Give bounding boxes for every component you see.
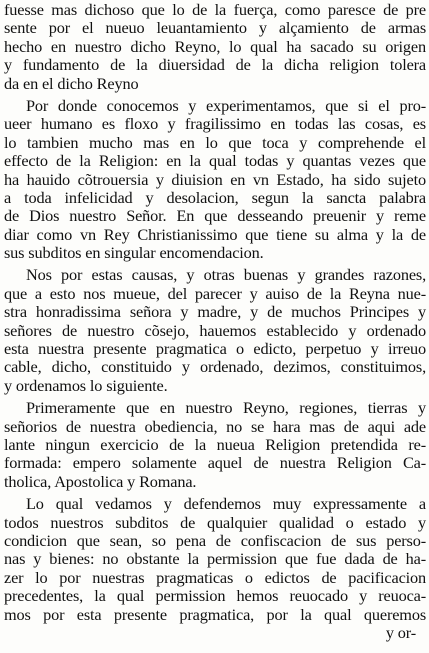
text-line: lante ningun exercicio de la nueua Religion pretendida re- [4,434,426,454]
paragraph [4,97,426,263]
text-line: Nos por estas causas, y otras buenas y grandes razones, [26,265,426,285]
text-line: fuesse mas dichoso que lo de la fuerça, como paresce de pre [4,0,426,19]
text-line: effecto de la Religion: en la qual todas y quantas vezes que [4,151,426,171]
text-line: señorios de nuestra obediencia, no se hara mas de aqui ade [4,416,426,436]
text-line: Por donde conocemos y experimentamos, que si el pro- [26,95,426,115]
text-line: stra honradissima señora y madre, y de muchos Principes y [4,302,426,322]
text-line: mos por esta presente pragmatica, por la qual queremos [4,604,426,624]
text-line: Lo qual vedamos y defendemos muy expressamente a [26,494,426,514]
text-line: y ordenamos lo siguiente. [4,375,168,395]
text-line: señores de nuestro cõsejo, hauemos establecido y ordenado [4,320,426,340]
text-line: hecho en nuestro dicho Reyno, lo qual ha sacado su origen [4,36,426,56]
text-line: y fundamento de la diuersidad de la dicha religion tolera [4,55,426,75]
body-text [4,1,426,642]
text-line: todos nuestros subditos de qualquier qualidad o estado y [4,512,426,532]
text-line: ha hauido cõtrouersia y diuision en vn Estado, ha sido sujeto [4,169,426,189]
text-line: diar como vn Rey Christianissimo que tiene su alma y la de [4,224,426,244]
text-line: sus subditos en singular encomendacion. [4,243,264,263]
text-line: que a esto nos mueue, del parecer y auiso de la Reyna nue- [4,283,426,303]
text-line: Primeramente que en nuestro Reyno, regiones, tierras y [26,398,426,418]
text-line: cable, dicho, constituido y ordenado, dezimos, constituimos, [4,357,426,377]
text-line: esta nuestra presente pragmatica o edicto, perpetuo y irreuo [4,339,426,359]
catchword: y or- [385,622,416,642]
text-line: formada: empero solamente aquel de nuestra Religion Ca- [4,453,426,473]
text-line: precedentes, la qual permission hemos reuocado y reuoca- [4,586,426,606]
paragraph [4,495,426,642]
paragraph [4,266,426,395]
text-line: de Dios nuestro Señor. En que desseando preuenir y reme [4,206,426,226]
text-line: lo tambien mucho mas en lo que toca y comprehende el [4,132,426,152]
paragraph [4,1,426,93]
text-line: ueer humano es floxo y fragilissimo en todas las cosas, es [4,114,426,134]
paragraph [4,399,426,491]
text-line: nas y bienes: no obstante la permission que fue dada de ha- [4,549,426,569]
text-line: zer lo por nuestras pragmaticas o edictos de pacificacion [4,567,426,587]
text-line: da en el dicho Reyno [4,73,139,93]
text-line: sente por el nueuo leuantamiento y alçamiento de armas [4,18,426,38]
text-line: tholica, Apostolica y Romana. [4,471,197,491]
text-line: a toda infelicidad y desolacion, segun la sancta palabra [4,187,426,207]
text-line: condicion que sean, so pena de confiscacion de sus perso- [4,530,426,550]
